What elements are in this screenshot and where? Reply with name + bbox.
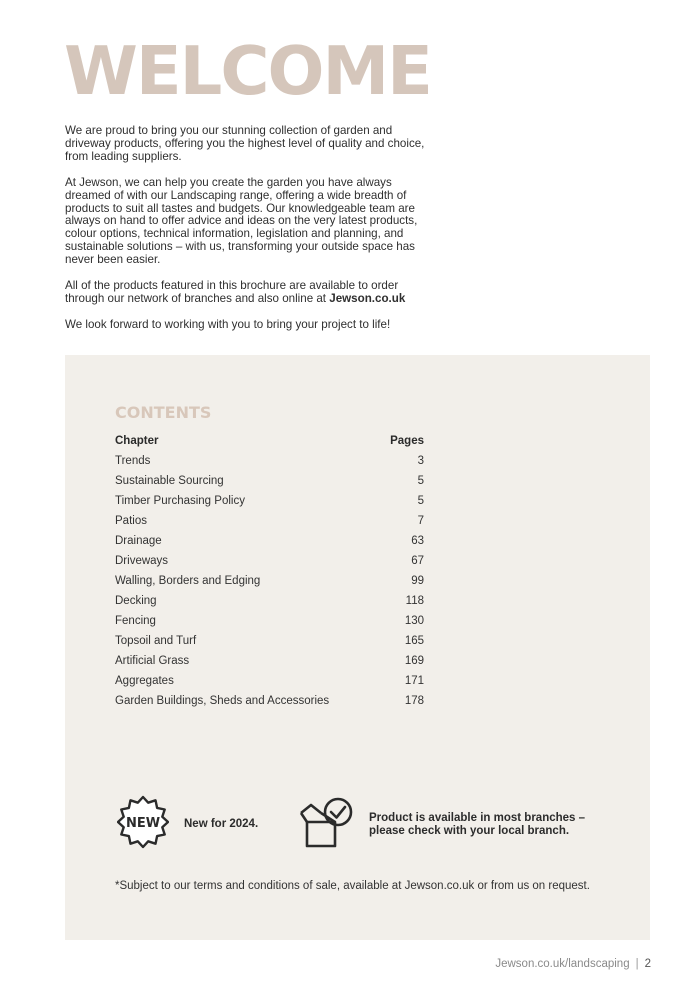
footer-url[interactable]: Jewson.co.uk/landscaping — [495, 958, 630, 970]
chapter-page: 178 — [404, 695, 424, 707]
chapter-name: Aggregates — [115, 675, 174, 687]
contents-row — [115, 693, 424, 713]
contents-row — [115, 573, 424, 593]
contents-row — [115, 493, 424, 513]
chapter-column-header: Chapter — [115, 435, 159, 447]
chapter-page: 99 — [411, 575, 424, 587]
contents-row — [115, 453, 424, 473]
intro-paragraph-2: At Jewson, we can help you create the garden you have always dreamed of with our Landscaping range, offering a wide breadth of products to suit all tastes and budgets. Our knowledgeable team are always on hand to offer advice and ideas on the very latest products, colour options, technical information, legislation and planning, and sustainable solutions – with us, transforming your outside space has never been easier. — [65, 175, 418, 267]
chapter-name: Sustainable Sourcing — [115, 475, 224, 487]
branch-availability-label — [369, 812, 609, 838]
chapter-name: Trends — [115, 455, 151, 467]
contents-row — [115, 553, 424, 573]
legend — [117, 795, 617, 855]
contents-table — [115, 433, 424, 713]
chapter-name: Patios — [115, 515, 147, 527]
page-number: 2 — [644, 958, 651, 970]
contents-row — [115, 633, 424, 653]
branch-label-line-2: please check with your local branch. — [369, 825, 570, 837]
footer-separator: | — [635, 958, 639, 970]
contents-title: CONTENTS — [115, 403, 212, 422]
branch-box-icon — [297, 795, 357, 851]
contents-row — [115, 613, 424, 633]
jewson-link[interactable]: Jewson.co.uk — [329, 291, 406, 305]
chapter-name: Driveways — [115, 555, 169, 567]
chapter-page: 169 — [404, 655, 424, 667]
contents-row — [115, 473, 424, 493]
new-badge-text: NEW — [125, 816, 161, 831]
chapter-name: Drainage — [115, 535, 162, 547]
contents-row — [115, 513, 424, 533]
chapter-name: Garden Buildings, Sheds and Accessories — [115, 695, 330, 707]
terms-note: *Subject to our terms and conditions of sale, available at Jewson.co.uk or from us on request. — [115, 880, 590, 892]
contents-panel — [65, 355, 650, 940]
contents-row — [115, 533, 424, 553]
chapter-page: 130 — [404, 615, 424, 627]
contents-header-row — [115, 433, 424, 453]
chapter-name: Decking — [115, 595, 157, 607]
intro-paragraph-3-text: All of the products featured in this brochure are available to order through our network of branches and also online at — [65, 279, 399, 305]
contents-row — [115, 673, 424, 693]
intro-paragraph-4: We look forward to working with you to bring your project to life! — [65, 317, 391, 331]
intro-text — [65, 125, 425, 345]
chapter-name: Artificial Grass — [115, 655, 190, 667]
intro-paragraph-3 — [65, 280, 425, 306]
pages-column-header: Pages — [390, 435, 424, 447]
intro-paragraph-1: We are proud to bring you our stunning collection of garden and driveway products, offering you the highest level of quality and choice, from leading suppliers. — [65, 124, 425, 163]
branch-label-line-1: Product is available in most branches – — [369, 812, 586, 824]
page-title: WELCOME — [64, 32, 431, 110]
chapter-page: 67 — [411, 555, 424, 567]
page-footer — [495, 958, 651, 970]
contents-row — [115, 593, 424, 613]
chapter-name: Fencing — [115, 615, 156, 627]
chapter-page: 7 — [417, 515, 424, 527]
contents-row — [115, 653, 424, 673]
chapter-page: 165 — [404, 635, 424, 647]
chapter-name: Topsoil and Turf — [115, 635, 197, 647]
chapter-name: Walling, Borders and Edging — [115, 575, 261, 587]
chapter-name: Timber Purchasing Policy — [115, 495, 245, 507]
new-label: New for 2024. — [184, 818, 259, 830]
chapter-page: 3 — [417, 455, 424, 467]
chapter-page: 118 — [405, 595, 424, 607]
chapter-page: 63 — [411, 535, 424, 547]
new-badge-icon — [117, 795, 169, 849]
chapter-page: 5 — [417, 495, 424, 507]
chapter-page: 5 — [417, 475, 424, 487]
contents-rows — [115, 453, 424, 713]
chapter-page: 171 — [404, 675, 424, 687]
